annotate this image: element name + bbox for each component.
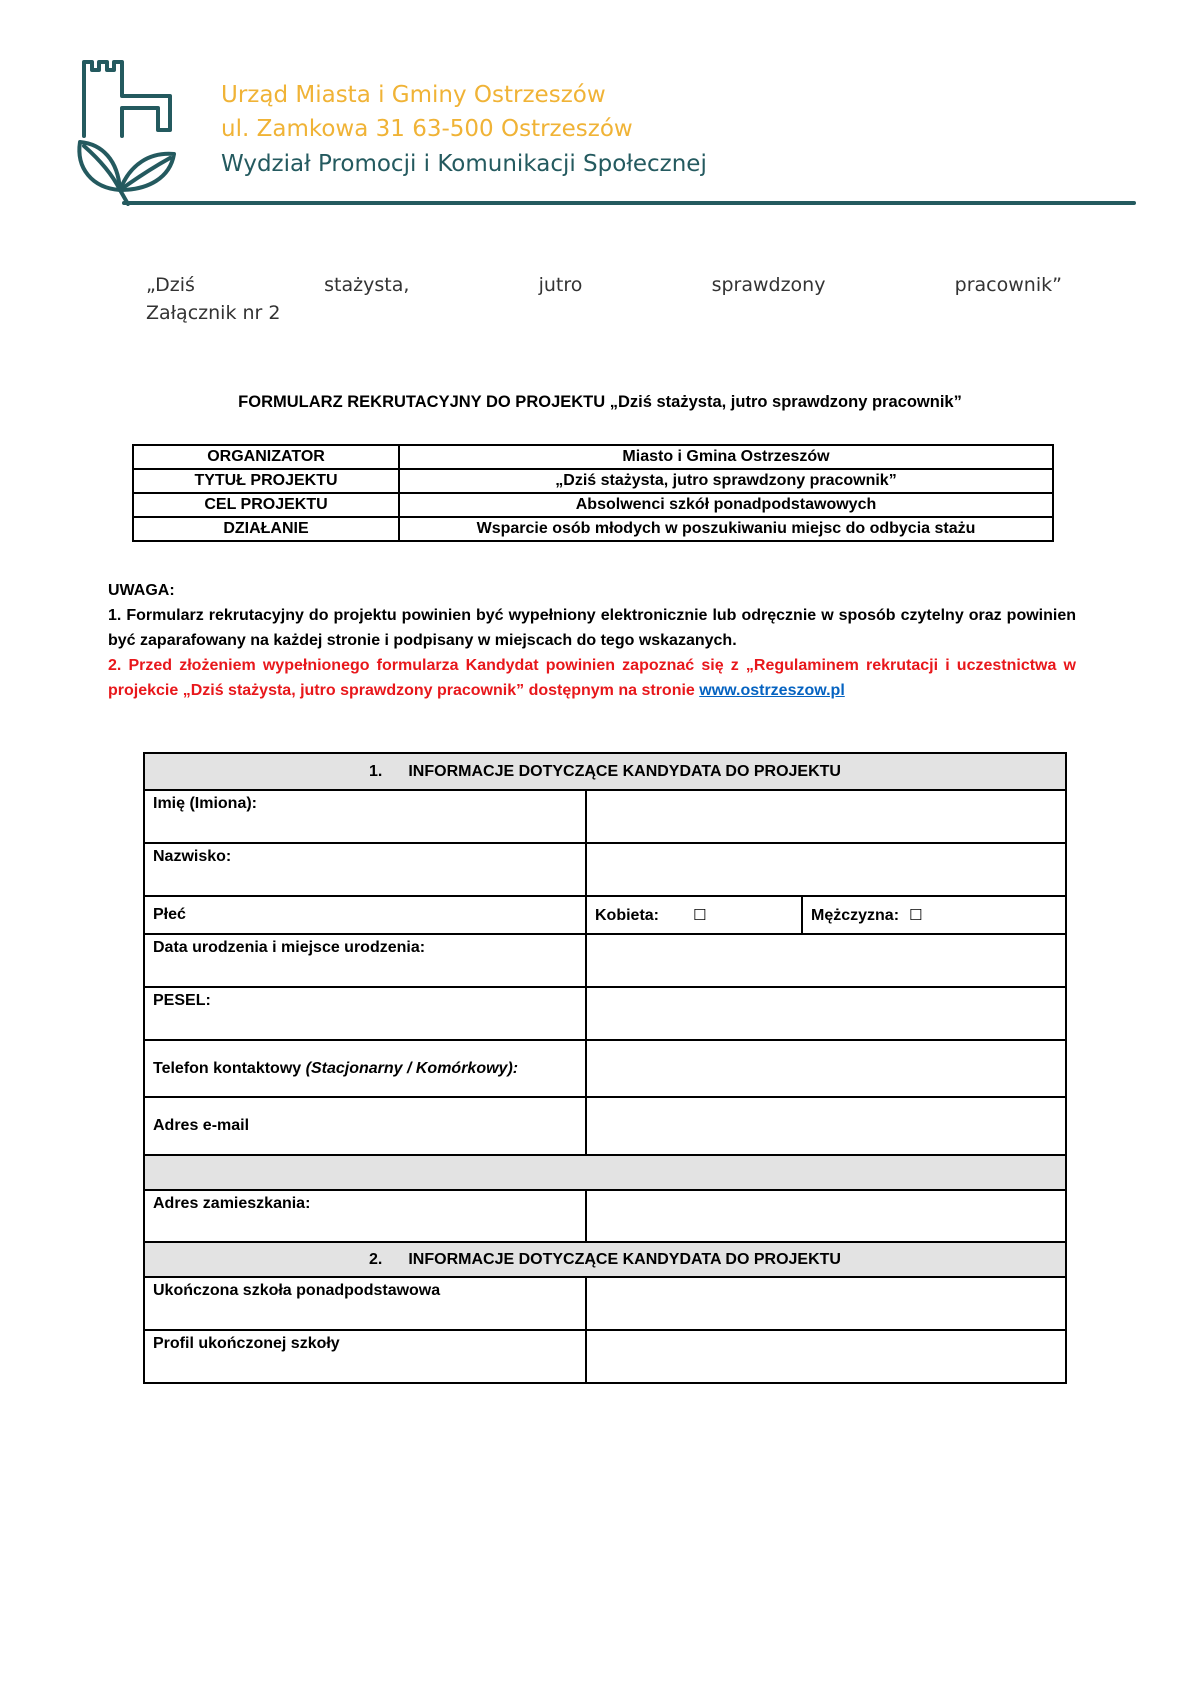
quote-word: sprawdzony <box>711 274 826 296</box>
org-name: Urząd Miasta i Gminy Ostrzeszów <box>221 82 606 108</box>
table-row <box>144 1040 1066 1097</box>
field-label: Profil ukończonej szkoły <box>144 1330 586 1383</box>
table-row <box>144 1097 1066 1155</box>
field-label: PESEL: <box>144 987 586 1040</box>
spacer-row <box>144 1155 1066 1190</box>
field-label: Data urodzenia i miejsce urodzenia: <box>144 934 586 987</box>
city-logo <box>72 56 192 206</box>
header-divider <box>122 201 1136 205</box>
info-key: ORGANIZATOR <box>133 445 399 469</box>
field-label <box>144 1040 586 1097</box>
org-department: Wydział Promocji i Komunikacji Społecznej <box>221 151 707 177</box>
school-input[interactable] <box>586 1277 1066 1330</box>
table-row <box>144 934 1066 987</box>
table-row <box>144 1330 1066 1383</box>
section-number: 1. <box>369 762 383 780</box>
table-row <box>144 790 1066 843</box>
phone-input[interactable] <box>586 1040 1066 1097</box>
table-row <box>133 469 1053 493</box>
section-number: 2. <box>369 1250 383 1268</box>
field-label: Nazwisko: <box>144 843 586 896</box>
field-label: Imię (Imiona): <box>144 790 586 843</box>
info-value: „Dziś stażysta, jutro sprawdzony pracownik” <box>399 469 1053 493</box>
table-row <box>133 517 1053 541</box>
website-link[interactable]: www.ostrzeszow.pl <box>699 682 845 699</box>
project-info-table <box>132 444 1054 542</box>
address-input[interactable] <box>586 1190 1066 1242</box>
table-row <box>144 987 1066 1040</box>
email-input[interactable] <box>586 1097 1066 1155</box>
field-label: Płeć <box>144 896 586 934</box>
section-2-header <box>144 1242 1066 1277</box>
section-header-row <box>144 1242 1066 1277</box>
checkbox-icon[interactable]: ☐ <box>909 906 923 924</box>
notice-heading: UWAGA: <box>108 582 175 599</box>
notice-point-2-text: 2. Przed złożeniem wypełnionego formularza Kandydat powinien zapoznać się z „Regulaminem rekrutacji i uczestnictwa w projekcie „Dziś stażysta, jutro sprawdzony pracownik” dostępnym na stronie <box>108 657 1076 699</box>
first-name-input[interactable] <box>586 790 1066 843</box>
quote-word: stażysta, <box>324 274 410 296</box>
field-label: Adres zamieszkania: <box>144 1190 586 1242</box>
table-row <box>144 843 1066 896</box>
table-row <box>133 493 1053 517</box>
notice-point-1: 1. Formularz rekrutacyjny do projektu powinien być wypełniony elektronicznie lub odręcznie w sposób czytelny oraz powinien być zaparafowany na każdej stronie i podpisany w miejscach do tego wskazanych. <box>108 607 1076 649</box>
info-value: Absolwenci szkół ponadpodstawowych <box>399 493 1053 517</box>
field-label: Ukończona szkoła ponadpodstawowa <box>144 1277 586 1330</box>
field-label: Adres e-mail <box>144 1097 586 1155</box>
table-row <box>144 896 1066 934</box>
table-row <box>133 445 1053 469</box>
notice-point-2 <box>108 653 1076 703</box>
info-key: CEL PROJEKTU <box>133 493 399 517</box>
birth-input[interactable] <box>586 934 1066 987</box>
section-title: INFORMACJE DOTYCZĄCE KANDYDATA DO PROJEKTU <box>408 762 841 780</box>
quote-word: pracownik” <box>954 274 1062 296</box>
section-1-header <box>144 753 1066 790</box>
form-title: FORMULARZ REKRUTACYJNY DO PROJEKTU „Dziś stażysta, jutro sprawdzony pracownik” <box>238 393 962 411</box>
section-header-row <box>144 753 1066 790</box>
last-name-input[interactable] <box>586 843 1066 896</box>
project-quote <box>146 274 1062 296</box>
quote-word: „Dziś <box>146 274 195 296</box>
option-label: Kobieta: <box>595 906 659 924</box>
info-value: Miasto i Gmina Ostrzeszów <box>399 445 1053 469</box>
table-row <box>144 1277 1066 1330</box>
info-value: Wsparcie osób młodych w poszukiwaniu miejsc do odbycia stażu <box>399 517 1053 541</box>
sex-female-option[interactable] <box>586 896 802 934</box>
info-key: TYTUŁ PROJEKTU <box>133 469 399 493</box>
annex-label: Załącznik nr 2 <box>146 302 281 324</box>
notice-block <box>108 578 1076 703</box>
phone-hint: (Stacjonarny / Komórkowy): <box>305 1059 519 1077</box>
sex-male-option[interactable] <box>802 896 1066 934</box>
table-row <box>144 1190 1066 1242</box>
info-key: DZIAŁANIE <box>133 517 399 541</box>
grey-separator <box>144 1155 1066 1190</box>
candidate-form-table <box>143 752 1067 1384</box>
quote-word: jutro <box>538 274 583 296</box>
pesel-input[interactable] <box>586 987 1066 1040</box>
phone-label: Telefon kontaktowy <box>153 1059 302 1077</box>
checkbox-icon[interactable]: ☐ <box>693 906 707 924</box>
option-label: Mężczyzna: <box>811 906 900 924</box>
org-address: ul. Zamkowa 31 63-500 Ostrzeszów <box>221 116 633 142</box>
school-profile-input[interactable] <box>586 1330 1066 1383</box>
section-title: INFORMACJE DOTYCZĄCE KANDYDATA DO PROJEKTU <box>408 1250 841 1268</box>
